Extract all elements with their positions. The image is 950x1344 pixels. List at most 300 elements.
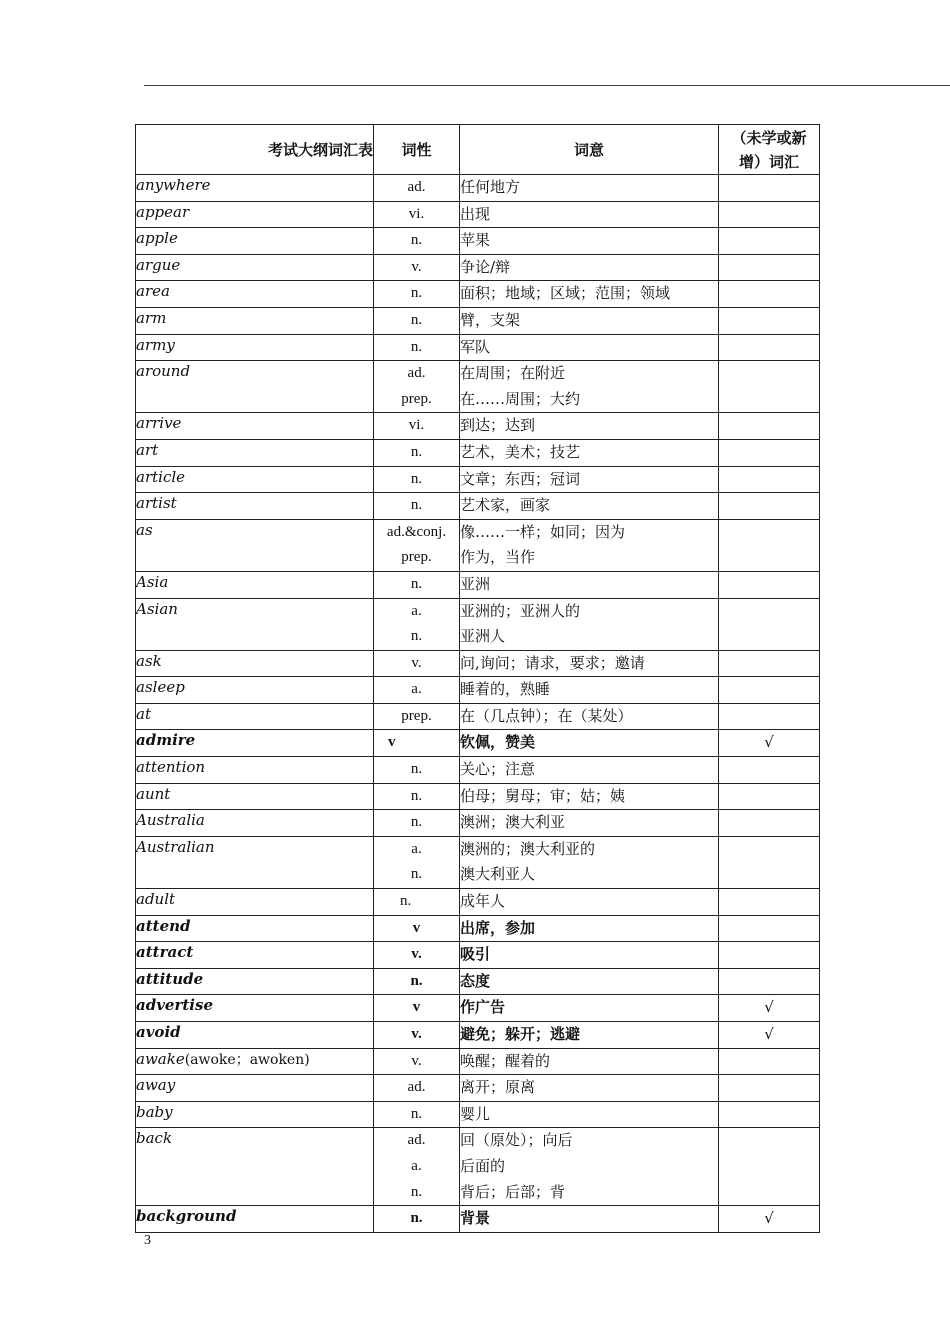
pos-text: n. [410, 628, 423, 645]
pos-text: n. [410, 311, 423, 328]
meaning-text: 关心；注意 [460, 760, 536, 779]
checkmark [719, 1049, 819, 1075]
pos-cell [374, 466, 460, 493]
word-cell [136, 915, 374, 942]
table-row [136, 968, 820, 995]
new-word-cell [719, 810, 820, 837]
pos-text: v [388, 734, 396, 751]
header-meaning-column: 词意 [460, 125, 719, 175]
meaning-text: 避免；躲开；逃避 [460, 1025, 581, 1043]
checkmark [719, 916, 819, 942]
meaning-text: 伯母；舅母；审；姑；姨 [460, 786, 626, 805]
checkmark [719, 281, 819, 307]
table-row [136, 254, 820, 281]
meaning-cell [460, 730, 719, 757]
table-row [136, 1128, 820, 1206]
pos-text: n. [410, 761, 423, 778]
pos-text: v [412, 999, 421, 1016]
pos-text: ad. [407, 365, 426, 382]
word-cell [136, 1075, 374, 1102]
word-cell [136, 361, 374, 413]
pos-text: n. [410, 285, 423, 302]
meaning-text: 澳洲；澳大利亚 [460, 813, 566, 832]
meaning-cell [460, 889, 719, 916]
meaning-cell [460, 1128, 719, 1206]
pos-text: a. [411, 840, 422, 857]
pos-cell [374, 281, 460, 308]
word-cell [136, 201, 374, 228]
pos-text: vi. [408, 205, 425, 222]
table-row [136, 466, 820, 493]
meaning-text: 亚洲的；亚洲人的 [460, 601, 581, 620]
word-line [136, 916, 373, 942]
pos-text: ad. [407, 1079, 426, 1096]
new-word-cell [719, 361, 820, 413]
meaning-text: 亚洲人 [460, 627, 506, 646]
pos-text: v. [411, 654, 422, 671]
meaning-cell [460, 1048, 719, 1075]
header-new-line2: 增）词汇 [738, 152, 799, 171]
word-cell [136, 1022, 374, 1049]
checkmark [719, 704, 819, 730]
pos-text: n. [410, 787, 423, 804]
word-cell [136, 783, 374, 810]
meaning-cell [460, 1075, 719, 1102]
word-line [136, 228, 373, 254]
meaning-text: 后面的 [460, 1156, 506, 1175]
table-header-row [136, 125, 820, 175]
table-row [136, 650, 820, 677]
word-line [136, 413, 373, 439]
pos-text: v. [411, 258, 422, 275]
table-row [136, 1075, 820, 1102]
pos-cell [374, 571, 460, 598]
word-cell [136, 703, 374, 730]
pos-text: ad. [407, 179, 426, 195]
checkmark [719, 413, 819, 439]
word-line [136, 995, 373, 1021]
pos-text: n. [410, 575, 423, 592]
word-text: adult [136, 890, 176, 909]
word-line [136, 889, 373, 915]
checkmark: √ [764, 998, 774, 1017]
new-word-cell [719, 836, 820, 888]
new-word-cell [719, 466, 820, 493]
meaning-cell [460, 439, 719, 466]
pos-text: v. [411, 946, 422, 963]
new-word-cell [719, 915, 820, 942]
word-cell [136, 519, 374, 571]
word-cell [136, 1128, 374, 1206]
word-cell [136, 730, 374, 757]
word-text: area [136, 282, 170, 301]
new-word-cell [719, 228, 820, 255]
checkmark [719, 599, 819, 625]
new-word-cell [719, 730, 820, 757]
word-line [136, 810, 373, 836]
word-line [136, 1102, 373, 1128]
word-line [136, 1075, 373, 1101]
new-word-cell [719, 571, 820, 598]
word-text: Australian [136, 837, 215, 856]
pos-text: prep. [401, 390, 432, 407]
checkmark [719, 335, 819, 361]
word-text: as [136, 520, 153, 539]
meaning-cell [460, 466, 719, 493]
pos-cell [374, 493, 460, 520]
meaning-text: 出现 [460, 204, 491, 223]
meaning-cell [460, 703, 719, 730]
word-text: artist [136, 494, 177, 513]
table-row [136, 598, 820, 650]
meaning-cell [460, 254, 719, 281]
meaning-text: 澳洲的；澳大利亚的 [460, 839, 596, 858]
word-text: army [136, 335, 175, 354]
pos-text: v. [411, 1026, 422, 1042]
word-line [136, 969, 373, 995]
table-row [136, 334, 820, 361]
meaning-text: 任何地方 [460, 178, 521, 196]
new-word-cell [719, 519, 820, 571]
meaning-text: 面积；地域；区域；范围；领域 [460, 284, 671, 303]
checkmark [719, 308, 819, 334]
meaning-text: 臂，支架 [460, 310, 521, 329]
word-cell [136, 571, 374, 598]
pos-text: n. [410, 443, 423, 460]
pos-text: prep. [401, 707, 432, 724]
pos-cell [374, 175, 460, 202]
new-word-cell [719, 942, 820, 969]
checkmark [719, 942, 819, 968]
new-word-cell [719, 281, 820, 308]
table-row [136, 1101, 820, 1128]
meaning-text: 睡着的，熟睡 [460, 680, 551, 699]
word-text: background [136, 1207, 237, 1226]
checkmark [719, 757, 819, 783]
table-row [136, 1206, 820, 1233]
header-rule [144, 85, 950, 86]
meaning-text: 艺术家，画家 [460, 496, 551, 515]
pos-text: n. [410, 1105, 423, 1122]
table-row [136, 201, 820, 228]
word-cell [136, 175, 374, 202]
new-word-cell [719, 1048, 820, 1075]
pos-cell [374, 1075, 460, 1102]
word-line [136, 308, 373, 334]
word-forms: (awoke；awoken) [184, 1051, 310, 1068]
new-word-cell [719, 175, 820, 202]
word-line [136, 730, 373, 756]
new-word-cell [719, 307, 820, 334]
word-line [136, 942, 373, 968]
meaning-cell [460, 1206, 719, 1233]
pos-text: n. [410, 1183, 423, 1200]
table-row [136, 703, 820, 730]
table-row [136, 810, 820, 837]
pos-cell [374, 783, 460, 810]
pos-cell [374, 439, 460, 466]
pos-text: ad.&conj. [386, 523, 447, 540]
table-body [136, 175, 820, 1233]
pos-cell [374, 942, 460, 969]
meaning-text: 亚洲 [460, 574, 491, 593]
meaning-text: 成年人 [460, 892, 506, 911]
word-line [136, 1206, 373, 1232]
word-line [136, 202, 373, 228]
table-row [136, 889, 820, 916]
new-word-cell [719, 493, 820, 520]
word-line [136, 599, 373, 625]
new-word-cell [719, 703, 820, 730]
word-cell [136, 228, 374, 255]
word-cell [136, 413, 374, 440]
checkmark [719, 493, 819, 519]
word-line [136, 572, 373, 598]
meaning-cell [460, 413, 719, 440]
pos-cell [374, 228, 460, 255]
word-text: at [136, 704, 151, 723]
pos-text: n. [410, 232, 423, 249]
header-word-column: 考试大纲词汇表 [136, 125, 374, 175]
pos-cell [374, 1206, 460, 1233]
table-row [136, 915, 820, 942]
word-cell [136, 334, 374, 361]
word-text: advertise [136, 996, 213, 1015]
word-text: attitude [136, 969, 204, 988]
word-cell [136, 493, 374, 520]
meaning-cell [460, 519, 719, 571]
word-cell [136, 1048, 374, 1075]
new-word-cell [719, 598, 820, 650]
checkmark [719, 969, 819, 995]
checkmark [719, 1128, 819, 1154]
pos-cell [374, 889, 460, 916]
new-word-cell [719, 1206, 820, 1233]
new-word-cell [719, 650, 820, 677]
pos-text: ad. [407, 1132, 426, 1149]
word-cell [136, 254, 374, 281]
table-row [136, 413, 820, 440]
meaning-cell [460, 281, 719, 308]
new-word-cell [719, 201, 820, 228]
checkmark [719, 202, 819, 228]
meaning-cell [460, 361, 719, 413]
meaning-text: 吸引 [460, 945, 491, 964]
word-text: attention [136, 758, 206, 777]
new-word-cell [719, 254, 820, 281]
table-row [136, 493, 820, 520]
table-row [136, 677, 820, 704]
meaning-text: 离开；原离 [460, 1078, 536, 1097]
pos-text: prep. [401, 549, 432, 566]
new-word-cell [719, 968, 820, 995]
checkmark [719, 889, 819, 915]
pos-text: n. [410, 972, 423, 989]
word-text: awake [136, 1049, 185, 1068]
table-row [136, 942, 820, 969]
meaning-cell [460, 968, 719, 995]
pos-cell [374, 598, 460, 650]
checkmark [719, 467, 819, 493]
pos-text: a. [411, 602, 422, 619]
word-line [136, 784, 373, 810]
word-text: around [136, 362, 191, 381]
table-row [136, 730, 820, 757]
checkmark: √ [764, 1209, 774, 1228]
word-text: avoid [136, 1023, 181, 1041]
vocabulary-table [135, 124, 820, 1233]
pos-text: a. [411, 681, 422, 698]
table-row [136, 1048, 820, 1075]
checkmark [719, 677, 819, 703]
meaning-text: 在周围；在附近 [460, 364, 566, 383]
word-line [136, 757, 373, 783]
word-cell [136, 281, 374, 308]
new-word-cell [719, 677, 820, 704]
table-row [136, 1022, 820, 1049]
header-new-line1: （未学或新 [731, 128, 807, 147]
meaning-cell [460, 571, 719, 598]
new-word-cell [719, 413, 820, 440]
word-cell [136, 942, 374, 969]
meaning-cell [460, 175, 719, 202]
pos-cell [374, 413, 460, 440]
word-cell [136, 677, 374, 704]
word-text: away [136, 1076, 176, 1095]
checkmark [719, 1102, 819, 1128]
word-text: ask [136, 651, 162, 670]
word-line [136, 335, 373, 361]
checkmark: √ [764, 733, 774, 752]
word-line [136, 520, 373, 546]
word-cell [136, 968, 374, 995]
new-word-cell [719, 889, 820, 916]
pos-text: n. [410, 338, 423, 355]
meaning-text: 在（几点钟）；在（某处） [460, 706, 633, 725]
meaning-text: 澳大利亚人 [460, 865, 536, 884]
meaning-cell [460, 1101, 719, 1128]
pos-cell [374, 1128, 460, 1206]
word-line [136, 361, 373, 387]
meaning-cell [460, 201, 719, 228]
pos-cell [374, 810, 460, 837]
meaning-text: 文章；东西；冠词 [460, 469, 581, 488]
meaning-text: 艺术，美术；技艺 [460, 442, 581, 461]
meaning-text: 争论/辩 [460, 257, 511, 276]
word-text: Asian [136, 599, 178, 618]
word-text: attract [136, 943, 194, 962]
pos-cell [374, 995, 460, 1022]
header-pos-column: 词性 [374, 125, 460, 175]
table-row [136, 228, 820, 255]
meaning-cell [460, 915, 719, 942]
meaning-text: 背景 [460, 1209, 491, 1228]
word-text: arrive [136, 414, 182, 433]
new-word-cell [719, 334, 820, 361]
pos-cell [374, 254, 460, 281]
word-text: art [136, 440, 159, 459]
meaning-text: 像……一样；如同；因为 [460, 522, 626, 541]
meaning-text: 作为，当作 [460, 548, 536, 567]
pos-cell [374, 757, 460, 784]
word-line [136, 440, 373, 466]
word-line [136, 1128, 373, 1154]
word-cell [136, 466, 374, 493]
pos-cell [374, 915, 460, 942]
pos-text: vi. [408, 417, 425, 434]
word-text: arm [136, 308, 167, 327]
table-row [136, 995, 820, 1022]
word-text: argue [136, 255, 181, 274]
word-cell [136, 307, 374, 334]
pos-text: n. [410, 470, 423, 487]
pos-cell [374, 1101, 460, 1128]
pos-text: n. [410, 814, 423, 831]
word-line [136, 467, 373, 493]
meaning-cell [460, 228, 719, 255]
checkmark [719, 651, 819, 677]
meaning-cell [460, 942, 719, 969]
word-line [136, 704, 373, 730]
word-cell [136, 598, 374, 650]
table-row [136, 439, 820, 466]
word-text: anywhere [136, 176, 211, 194]
meaning-cell [460, 493, 719, 520]
meaning-text: 态度 [460, 971, 491, 990]
meaning-cell [460, 810, 719, 837]
word-text: attend [136, 916, 191, 935]
page-number: 3 [144, 1233, 151, 1248]
new-word-cell [719, 1101, 820, 1128]
meaning-text: 钦佩，赞美 [460, 733, 536, 752]
word-text: appear [136, 202, 190, 221]
pos-text: a. [411, 1157, 422, 1174]
table-row [136, 836, 820, 888]
word-line [136, 1022, 373, 1048]
table-row [136, 281, 820, 308]
checkmark [719, 572, 819, 598]
meaning-cell [460, 307, 719, 334]
pos-text: n. [410, 497, 423, 514]
checkmark: √ [764, 1025, 774, 1043]
pos-cell [374, 201, 460, 228]
meaning-text: 在……周围；大约 [460, 389, 581, 408]
word-text: baby [136, 1102, 173, 1121]
pos-text: v [412, 919, 421, 936]
meaning-cell [460, 836, 719, 888]
table-row [136, 361, 820, 413]
pos-cell [374, 307, 460, 334]
pos-cell [374, 1022, 460, 1049]
word-line [136, 677, 373, 703]
meaning-text: 出席，参加 [460, 918, 536, 937]
new-word-cell [719, 1022, 820, 1049]
pos-cell [374, 703, 460, 730]
meaning-text: 婴儿 [460, 1104, 491, 1123]
checkmark [719, 837, 819, 863]
word-cell [136, 757, 374, 784]
meaning-cell [460, 1022, 719, 1049]
pos-cell [374, 361, 460, 413]
table-row [136, 175, 820, 202]
meaning-text: 唤醒；醒着的 [460, 1051, 551, 1070]
word-cell [136, 439, 374, 466]
pos-cell [374, 677, 460, 704]
pos-cell [374, 334, 460, 361]
pos-cell [374, 968, 460, 995]
table-row [136, 307, 820, 334]
meaning-text: 作广告 [460, 998, 506, 1017]
